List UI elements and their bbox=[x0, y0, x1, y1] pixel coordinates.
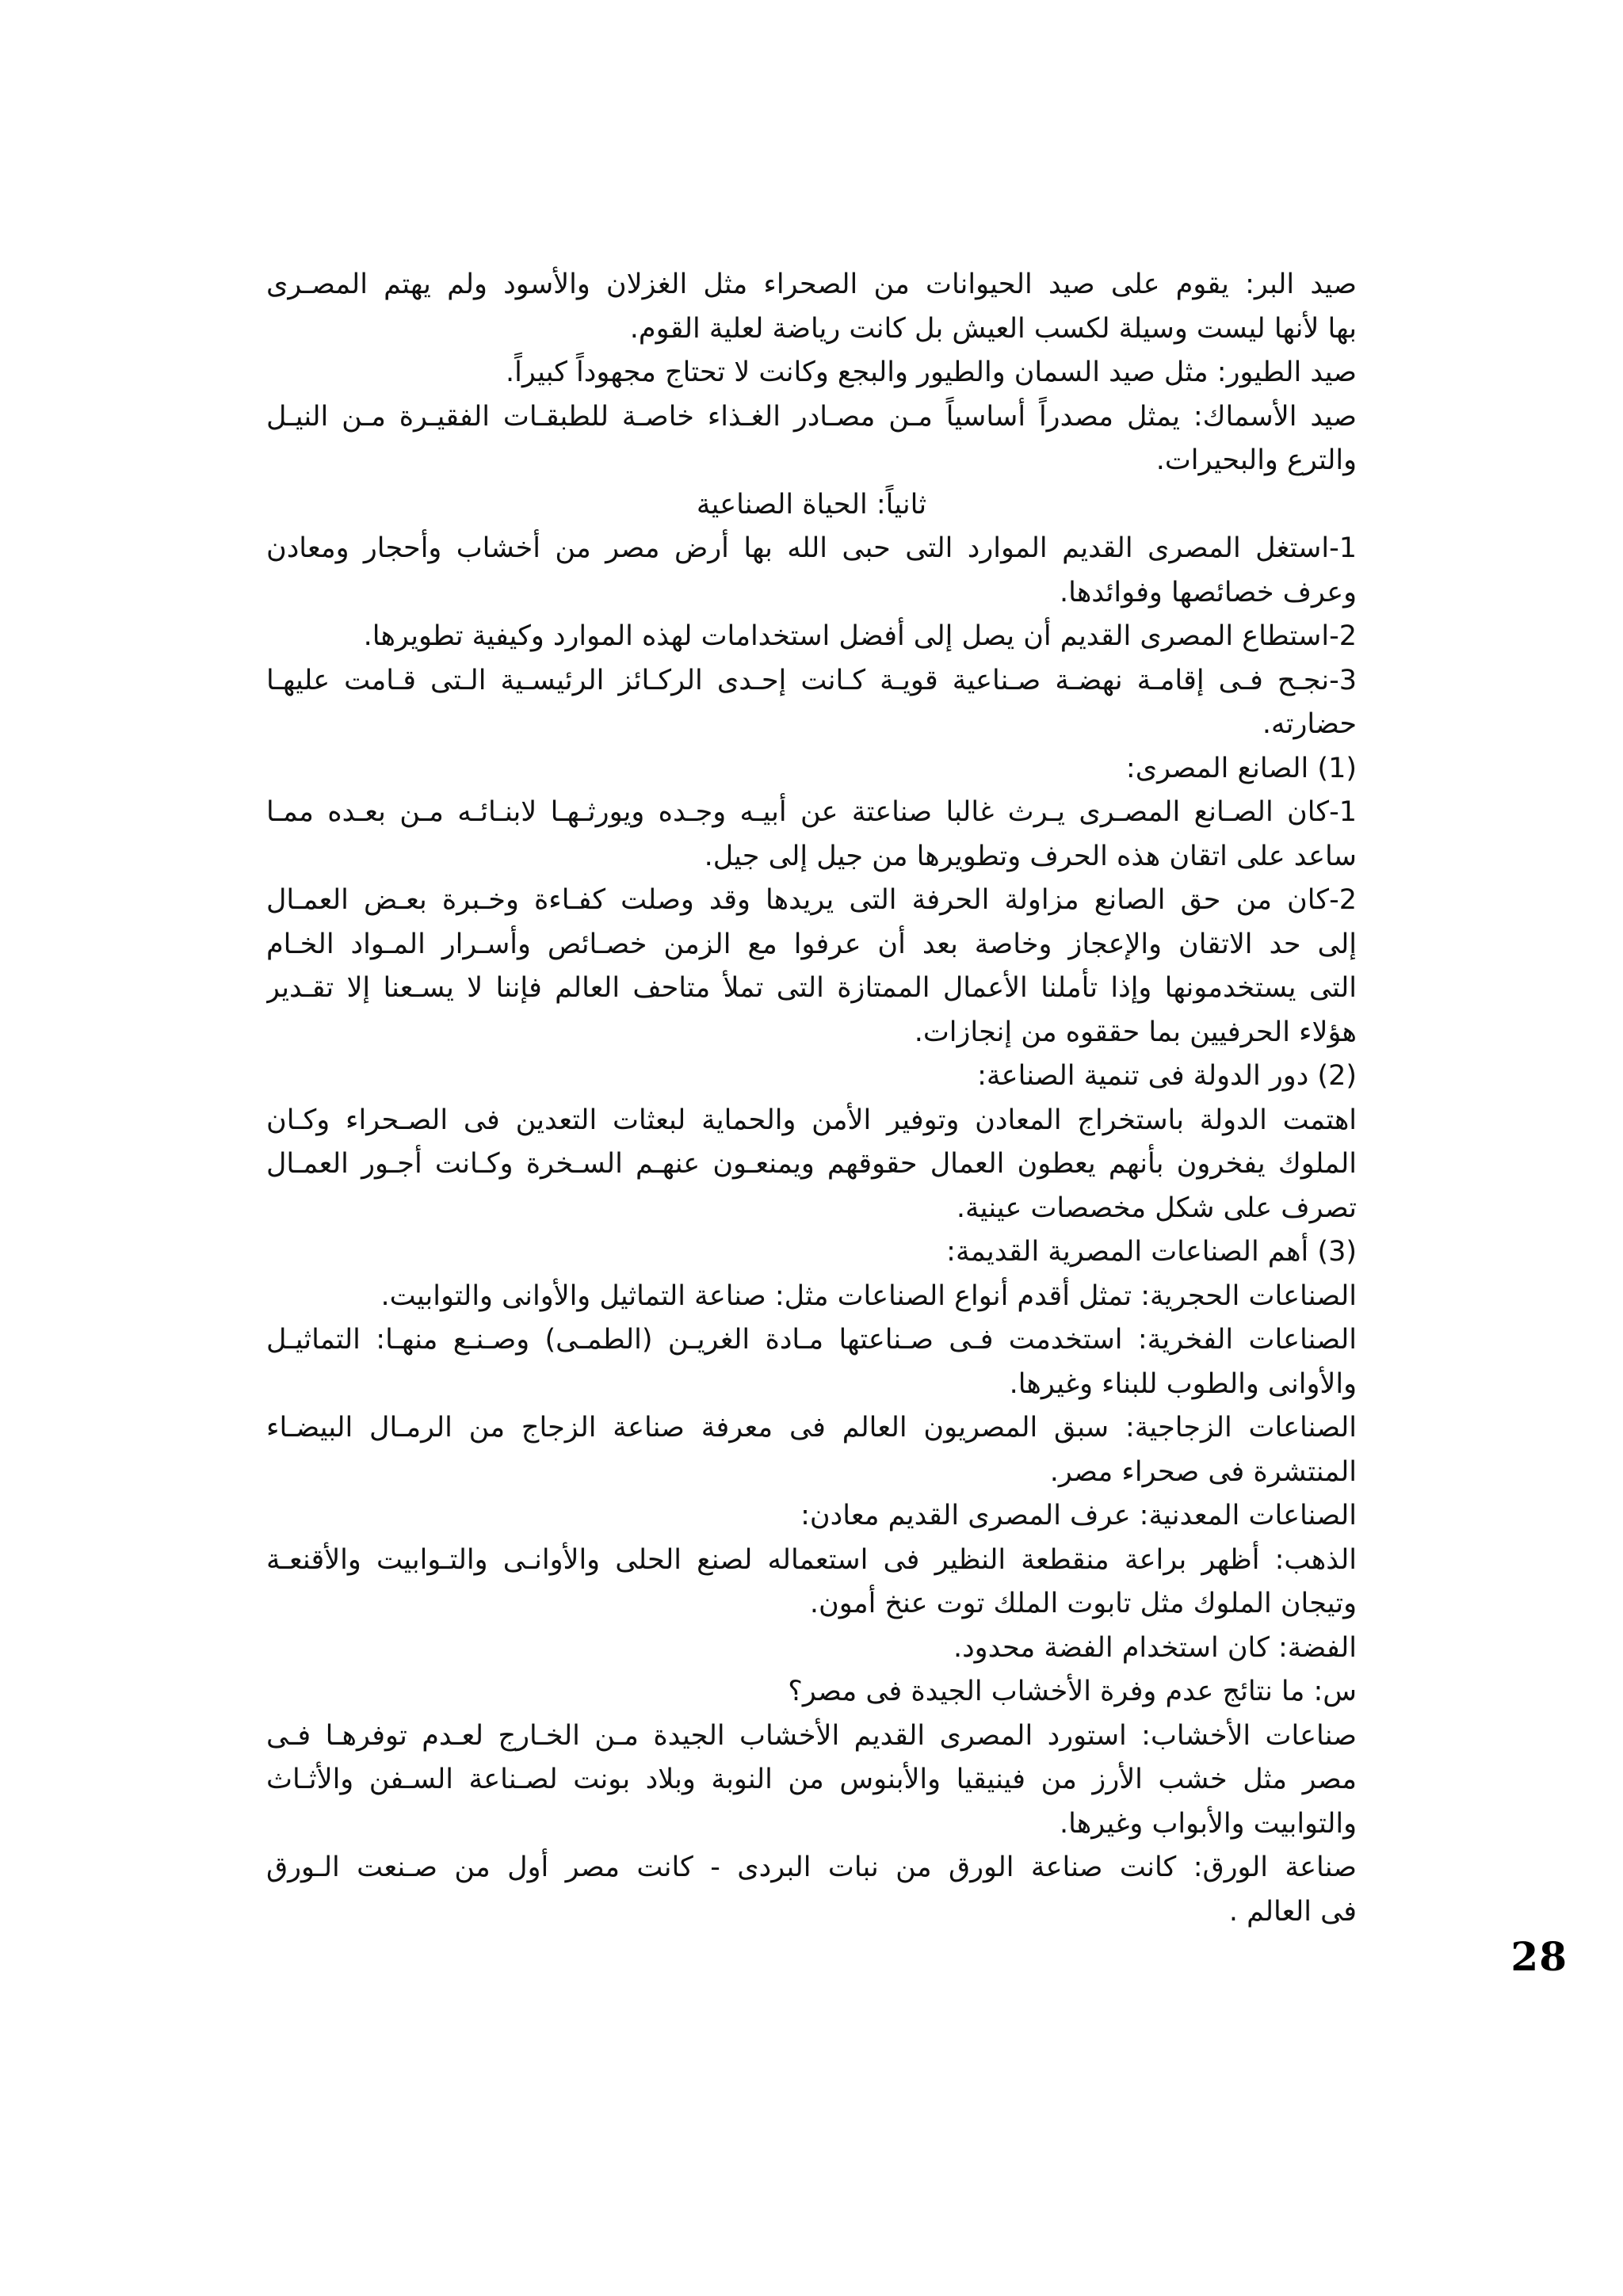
text-line: حضارته. bbox=[1262, 708, 1357, 740]
text-line: صيد الأسماك: يمثل مصدراً أساسياً مـن مصـادر الغـذاء خاصـة للطبقـات الفقيـرة مـن النيـل bbox=[266, 400, 1357, 433]
text-line: صناعات الأخشاب: استورد المصرى القديم الأخشاب الجيدة مـن الخـارج لعـدم توفرهـا فـى bbox=[266, 1719, 1357, 1752]
text-line: 1-كان الصـانع المصـرى يـرث غالبا صناعتة عن أبيـه وجـده ويورثـهـا لابنـائـه مـن بعـده ممـا bbox=[266, 796, 1357, 828]
text-line: 3-نجـح فـى إقامـة نهضـة صـناعية قويـة كـانت إحـدى الركـائز الرئيسـية الـتى قـامت عليهـا bbox=[266, 664, 1357, 696]
text-line: إلى حد الاتقان والإعجاز وخاصة بعد أن عرفوا مع الزمن خصـائص وأسـرار المـواد الخـام bbox=[266, 928, 1357, 960]
text-line: والأوانى والطوب للبناء وغيرها. bbox=[1009, 1367, 1357, 1400]
text-line: صناعة الورق: كانت صناعة الورق من نبات البردى - كانت مصر أول من صـنعت الـورق bbox=[266, 1852, 1357, 1883]
text-line: تصرف على شكل مخصصات عينية. bbox=[956, 1192, 1357, 1224]
text-line: صيد الطيور: مثل صيد السمان والطيور والبجع وكانت لا تحتاج مجهوداً كبيراً. bbox=[505, 357, 1357, 388]
text-line: بها لأنها ليست وسيلة لكسب العيش بل كانت رياضة لعلية القوم. bbox=[629, 312, 1357, 345]
text-line: الذهب: أظهر براعة منقطعة النظير فى استعماله لصنع الحلى والأوانـى والتـوابيت والأقنعـة bbox=[266, 1543, 1357, 1576]
text-line: الصناعات الزجاجية: سبق المصريون العالم فى معرفة صناعة الزجاج من الرمـال البيضـاء bbox=[266, 1412, 1357, 1444]
text-line: اهتمت الدولة باستخراج المعادن وتوفير الأمن والحماية لبعثات التعدين فى الصـحراء وكـان bbox=[266, 1104, 1357, 1136]
text-line: هؤلاء الحرفيين بما حققوه من إنجازات. bbox=[914, 1016, 1357, 1048]
text-line: مصر مثل خشب الأرز من فينيقيا والأبنوس من النوبة وبلاد بونت لصـناعة السـفن والأثـاث bbox=[266, 1764, 1357, 1795]
text-line: 2-كان من حق الصانع مزاولة الحرفة التى يريدها وقد وصلت كفـاءة وخـبرة بعـض العمـال bbox=[266, 884, 1357, 916]
text-line: ثانياً: الحياة الصناعية bbox=[696, 488, 927, 521]
text-line: س: ما نتائج عدم وفرة الأخشاب الجيدة فى مصر؟ bbox=[788, 1676, 1357, 1707]
text-line: وعرف خصائصها وفوائدها. bbox=[1060, 576, 1357, 608]
page-number: 28 bbox=[1510, 1933, 1568, 1980]
text-line: الملوك يفخرون بأنهم يعطون العمال حقوقهم ويمنعـون عنهـم السـخرة وكـانت أجـور العمـال bbox=[266, 1148, 1357, 1180]
text-line: والترع والبحيرات. bbox=[1155, 444, 1357, 476]
text-line: وتيجان الملوك مثل تابوت الملك توت عنخ أمون. bbox=[809, 1588, 1357, 1619]
text-line: (3) أهم الصناعات المصرية القديمة: bbox=[946, 1236, 1357, 1268]
text-line: التى يستخدمونها وإذا تأملنا الأعمال الممتازة التى تملأ متاحف العالم فإننا لا يسـعنا إلا تقـدير bbox=[266, 972, 1357, 1004]
text-line: 2-استطاع المصرى القديم أن يصل إلى أفضل استخدامات لهذه الموارد وكيفية تطويرها. bbox=[363, 620, 1357, 652]
body-text bbox=[266, 263, 1357, 1934]
text-line: فى العالم . bbox=[1228, 1895, 1357, 1928]
text-line: المنتشرة فى صحراء مصر. bbox=[1049, 1455, 1357, 1488]
text-line: ساعد على اتقان هذه الحرف وتطويرها من جيل إلى جيل. bbox=[704, 840, 1357, 872]
text-line: 1-استغل المصرى القديم الموارد التى حبى الله بها أرض مصر من أخشاب وأحجار ومعادن bbox=[266, 532, 1357, 564]
text-line: (2) دور الدولة فى تنمية الصناعة: bbox=[977, 1060, 1357, 1092]
text-line: الصناعات الحجرية: تمثل أقدم أنواع الصناعات مثل: صناعة التماثيل والأوانى والتوابيت. bbox=[380, 1280, 1357, 1312]
text-line: الصناعات المعدنية: عرف المصرى القديم معادن: bbox=[800, 1500, 1357, 1531]
text-line: والتوابيت والأبواب وغيرها. bbox=[1060, 1807, 1357, 1840]
text-line: صيد البر: يقوم على صيد الحيوانات من الصحراء مثل الغزلان والأسود ولم يهتم المصـرى bbox=[266, 269, 1357, 300]
text-line: الصناعات الفخرية: استخدمت فـى صـناعتها مـادة الغريـن (الطمـى) وصـنـع منهـا: التماثيـل bbox=[266, 1324, 1357, 1356]
text-line: الفضة: كان استخدام الفضة محدود. bbox=[953, 1631, 1357, 1664]
text-line: (1) الصانع المصرى: bbox=[1125, 752, 1357, 784]
